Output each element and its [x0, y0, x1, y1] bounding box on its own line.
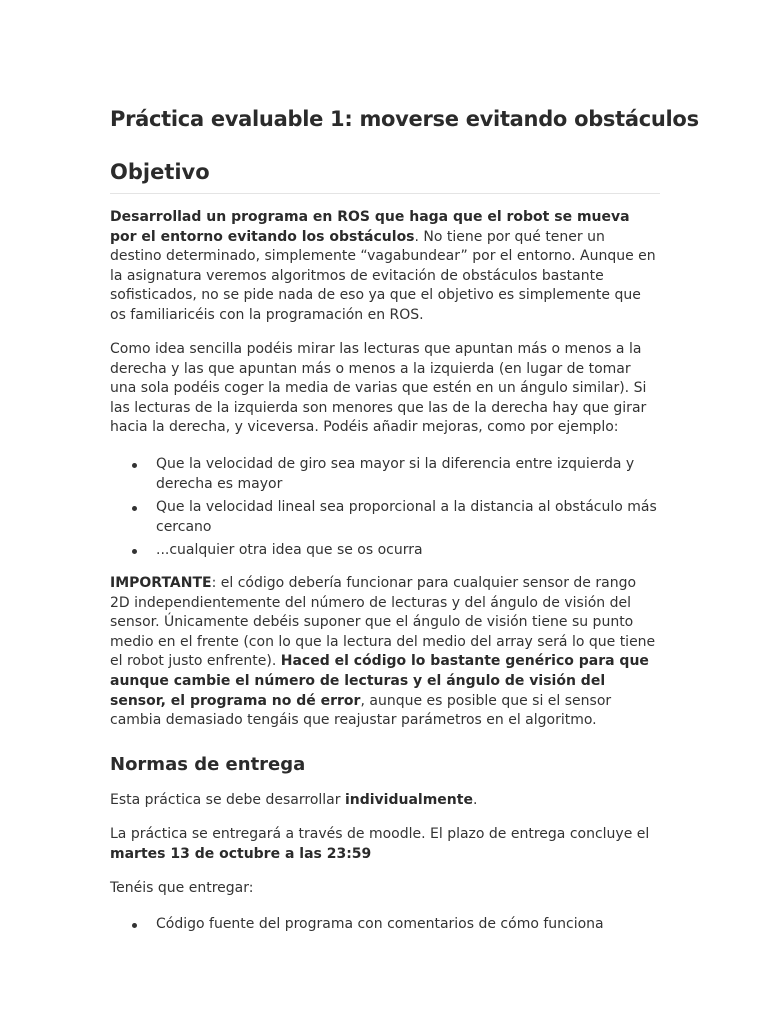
heading-divider	[110, 193, 660, 194]
normas-paragraph-2: La práctica se entregará a través de moodle. El plazo de entrega concluye el martes 13 de octubre a las 23:59	[110, 826, 650, 862]
bullet-icon	[132, 923, 137, 928]
normas-paragraph-1: Esta práctica se debe desarrollar individualmente.	[110, 792, 478, 808]
section-heading-normas: Normas de entrega	[110, 754, 306, 775]
normas-paragraph-3: Tenéis que entregar:	[110, 880, 254, 896]
deliverables-list	[110, 915, 660, 939]
importante-emphasis: Haced el código lo bastante genérico para que aunque cambie el número de lecturas y el ángulo de visión del sensor, el programa no dé error	[110, 653, 649, 709]
bullet-icon	[132, 506, 137, 511]
deadline: martes 13 de octubre a las 23:59	[110, 845, 372, 862]
bullet-icon	[132, 463, 137, 468]
section-heading-objetivo: Objetivo	[110, 160, 210, 184]
objetivo-p1-rest: . No tiene por qué tener un destino determinado, simplemente “vagabundear” por el entorno. Aunque en la asignatura veremos algoritmos de evitación de obstáculos bastante sofisticados, no se pide nada de eso ya que el objetivo es simplemente que os familiaricéis con la programación en ROS.	[110, 228, 656, 323]
objetivo-paragraph-1	[110, 208, 660, 326]
list-item: ...cualquier otra idea que se os ocurra	[110, 541, 660, 561]
list-item: Que la velocidad de giro sea mayor si la diferencia entre izquierda y derecha es mayor	[110, 455, 660, 494]
list-item: Código fuente del programa con comentarios de cómo funciona	[110, 915, 660, 935]
bullet-icon	[132, 549, 137, 554]
importante-label: IMPORTANTE	[110, 575, 212, 591]
importante-paragraph: IMPORTANTE: el código debería funcionar para cualquier sensor de rango 2D independientemente del número de lecturas y del ángulo de visión del sensor. Únicamente debéis suponer que el ángulo de visión tiene su punto medio en el frente (con lo que la lectura del medio del array será lo que tiene el robot justo enfrente). Haced el código lo bastante genérico para que aunque cambie el número de lecturas y el ángulo de visión del sensor, el programa no dé error, aunque es posible que si el sensor cambia demasiado tengáis que reajustar parámetros en el algoritmo.	[110, 575, 656, 729]
objetivo-paragraph-2: Como idea sencilla podéis mirar las lecturas que apuntan más o menos a la derecha y las que apuntan más o menos a la izquierda (en lugar de tomar una sola podéis coger la media de varias que estén en un ángulo similar). Si las lecturas de la izquierda son menores que las de la derecha hay que girar hacia la derecha, y viceversa. Podéis añadir mejoras, como por ejemplo:	[110, 341, 647, 436]
objetivo-p1-bold: Desarrollad un programa en ROS que haga que el robot se mueva por el entorno evitando los obstáculos	[110, 209, 630, 245]
improvements-list	[110, 455, 660, 565]
page-title: Práctica evaluable 1: moverse evitando obstáculos	[110, 107, 699, 131]
list-item: Que la velocidad lineal sea proporcional a la distancia al obstáculo más cercano	[110, 498, 660, 537]
